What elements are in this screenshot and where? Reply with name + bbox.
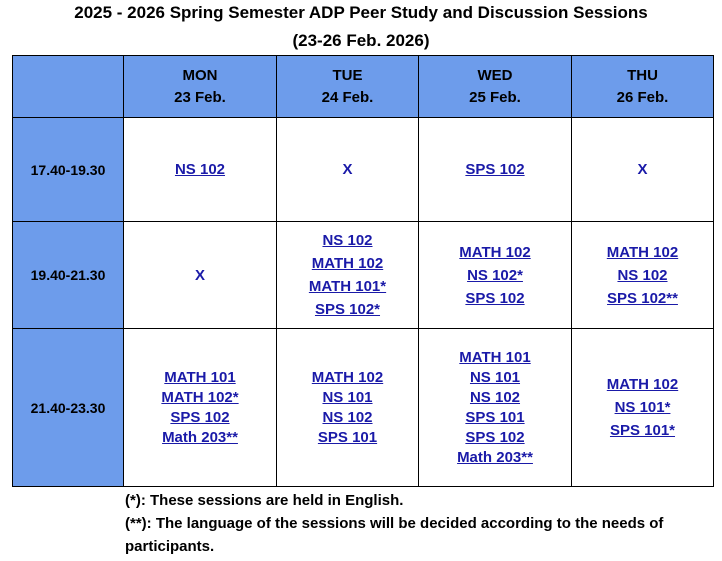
time-slot-label: 21.40-23.30 [30,399,106,416]
course-link[interactable]: SPS 101* [609,422,676,439]
course-link[interactable]: MATH 102 [606,376,679,393]
table-row [13,118,714,222]
course-link[interactable]: NS 102 [469,388,521,406]
session-cell [572,329,714,487]
course-link[interactable]: NS 101* [614,399,671,416]
header-corner-cell [13,56,124,118]
course-link[interactable]: MATH 101 [164,368,236,386]
table-row [13,222,714,329]
course-link[interactable]: NS 102 [174,161,226,178]
table-header-row [13,56,714,118]
session-cell [419,222,572,329]
table-body [13,118,714,487]
header-day-mon [124,56,277,118]
course-link[interactable]: MATH 102 [311,255,384,272]
course-link[interactable]: NS 102 [322,232,373,249]
table-row [13,329,714,487]
course-link[interactable]: MATH 102 [311,368,384,386]
session-schedule-table [12,55,714,487]
course-link[interactable]: MATH 101* [308,278,387,295]
no-session-mark: X [637,161,648,178]
course-link[interactable]: SPS 101 [465,408,525,426]
course-link[interactable]: NS 102 [617,266,668,284]
time-slot-cell [13,222,124,329]
footnote-language-decided: (**): The language of the sessions will be decided according to the needs of participants. [125,515,664,555]
course-link[interactable]: MATH 102* [161,388,239,406]
day-name: MON [182,66,218,84]
course-link[interactable]: SPS 102 [465,161,525,178]
session-cell [572,222,714,329]
course-link[interactable]: SPS 102** [607,289,678,307]
course-link[interactable]: SPS 102 [465,289,525,307]
header-day-tue [277,56,419,118]
session-cell [572,118,714,222]
course-link[interactable]: SPS 102 [465,428,525,446]
session-cell [277,222,419,329]
page-subtitle-dates: (23-26 Feb. 2026) [292,31,430,50]
course-link[interactable]: MATH 102 [606,243,679,261]
course-link[interactable]: SPS 102 [170,408,230,426]
day-date: 25 Feb. [469,88,521,106]
time-slot-label: 17.40-19.30 [30,161,106,178]
session-cell [124,222,277,329]
session-cell [419,329,572,487]
time-slot-label: 19.40-21.30 [30,267,106,283]
footnote-english: (*): These sessions are held in English. [125,492,404,509]
header-day-thu [572,56,714,118]
session-cell [124,118,277,222]
time-slot-cell [13,118,124,222]
no-session-mark: X [194,266,205,284]
time-slot-cell [13,329,124,487]
course-link[interactable]: Math 203** [457,448,533,466]
course-link[interactable]: SPS 101 [317,428,378,446]
header-day-wed [419,56,572,118]
day-date: 24 Feb. [321,88,374,106]
session-cell [277,329,419,487]
day-name: TUE [332,66,363,84]
session-cell [124,329,277,487]
course-link[interactable]: NS 102 [322,408,373,426]
no-session-mark: X [342,161,353,178]
day-date: 26 Feb. [616,88,669,106]
session-cell [419,118,572,222]
course-link[interactable]: NS 101 [469,368,521,386]
day-date: 23 Feb. [174,88,226,106]
course-link[interactable]: MATH 101 [459,348,531,366]
course-link[interactable]: MATH 102 [459,243,531,261]
course-link[interactable]: SPS 102* [314,301,381,318]
course-link[interactable]: Math 203** [162,428,238,446]
session-cell [277,118,419,222]
day-name: THU [627,66,658,84]
course-link[interactable]: NS 101 [322,388,373,406]
course-link[interactable]: NS 102* [467,266,523,284]
day-name: WED [477,66,513,84]
page-title: 2025 - 2026 Spring Semester ADP Peer Study and Discussion Sessions [74,3,648,22]
footnotes [125,489,715,558]
